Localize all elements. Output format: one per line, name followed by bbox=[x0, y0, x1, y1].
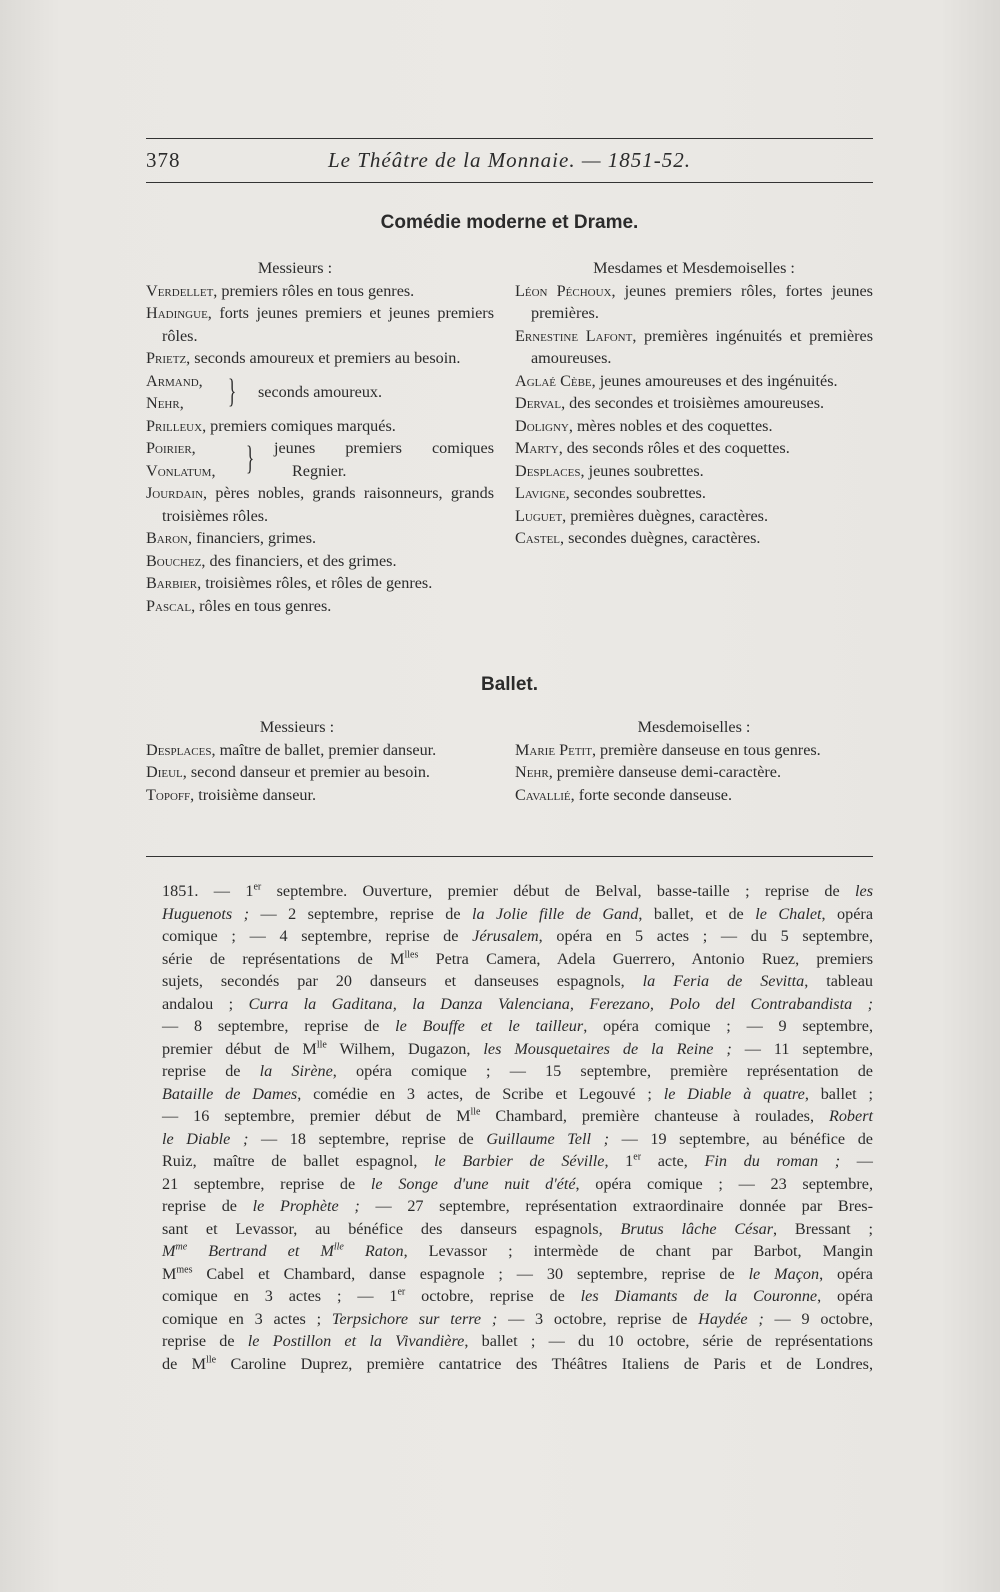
cast-entry bbox=[146, 784, 498, 807]
cast-role: , des seconds rôles et des coquettes. bbox=[558, 439, 790, 457]
cast-group-poirier-vonlatum bbox=[146, 437, 494, 482]
chronicle-paragraph bbox=[162, 880, 873, 1375]
chronicle-line: reprise de le Postillon et la Vivandière, ballet ; — du 10 octobre, série de représentations bbox=[162, 1332, 873, 1350]
cast-name: Desplaces bbox=[146, 740, 212, 759]
chronicle-line: de $M^{lle}$ Caroline Duprez, première cantatrice des Théâtres Italiens de Paris et de Londres, bbox=[162, 1354, 874, 1373]
page-header bbox=[146, 148, 873, 178]
cast-list bbox=[146, 482, 494, 617]
cast-entry bbox=[146, 739, 498, 762]
cast-entry bbox=[515, 784, 873, 807]
cast-list bbox=[146, 280, 494, 370]
cast-entry bbox=[515, 460, 873, 483]
cast-role: , rôles en tous genres. bbox=[191, 596, 332, 615]
cast-role: , jeunes premiers rôles, fortes jeunes premières. bbox=[531, 281, 873, 322]
cast-entry bbox=[515, 761, 873, 784]
cast-entry bbox=[515, 415, 873, 438]
cast-role: , premières duègnes, caractères. bbox=[562, 506, 769, 525]
cast-entry bbox=[146, 347, 494, 370]
cast-name: Baron bbox=[146, 529, 188, 547]
cast-entry bbox=[515, 527, 873, 550]
cast-role: , forts jeunes premiers et jeunes premiers rôles. bbox=[162, 304, 494, 345]
cast-role: , des secondes et troisièmes amoureuses. bbox=[561, 394, 825, 412]
cast-name: Cavallié bbox=[515, 785, 571, 804]
cast-name: Luguet bbox=[515, 506, 563, 525]
section-title-ballet: Ballet. bbox=[480, 674, 539, 695]
cast-entry bbox=[146, 595, 494, 618]
cast-entry bbox=[515, 482, 873, 505]
column-heading: Messieurs : bbox=[259, 718, 335, 736]
chronicle-line: Huguenots ; — 2 septembre, reprise de la Jolie fille de Gand, ballet, et de le Chalet, opéra bbox=[162, 904, 874, 923]
page-number: 378 bbox=[146, 148, 181, 172]
cast-entry bbox=[146, 415, 494, 438]
section-title-comedie: Comédie moderne et Drame. bbox=[380, 212, 639, 233]
chronicle-line: 21 septembre, reprise de le Songe d'une nuit d'été, opéra comique ; — 23 septembre, bbox=[162, 1174, 873, 1193]
top-rule bbox=[146, 138, 873, 139]
cast-role: , mères nobles et des coquettes. bbox=[568, 416, 773, 435]
column-heading: Mesdames et Mesdemoiselles : bbox=[593, 259, 795, 277]
chronicle-line: Ruiz, maître de ballet espagnol, le Barbier de Séville, 1er acte, Fin du roman ; — bbox=[162, 1151, 873, 1170]
cast-name: Verdellet bbox=[146, 281, 214, 300]
cast-group-armand-nehr bbox=[146, 370, 494, 415]
cast-role: , financiers, grimes. bbox=[187, 529, 317, 547]
cast-role: seconds amoureux. bbox=[258, 382, 383, 401]
cast-role: , jeunes amoureuses et des ingénuités. bbox=[591, 371, 838, 390]
cast-role: , pères nobles, grands raisonneurs, grands troisièmes rôles. bbox=[162, 484, 494, 525]
cast-entry bbox=[515, 325, 873, 370]
cast-entry bbox=[146, 572, 494, 595]
cast-name: Barbier bbox=[146, 574, 198, 592]
cast-role: Regnier. bbox=[292, 461, 347, 480]
cast-name: Derval bbox=[515, 394, 562, 412]
cast-role: , premiers comiques marqués. bbox=[202, 416, 396, 435]
cast-name: Prilleux bbox=[146, 416, 203, 435]
cast-role: , première danseuse demi-caractère. bbox=[548, 763, 782, 781]
chronicle-line: le Diable ; — 18 septembre, reprise de Guillaume Tell ; — 19 septembre, au bénéfice de bbox=[162, 1129, 873, 1148]
cast-role: , des financiers, et des grimes. bbox=[201, 551, 397, 570]
cast-name: Aglaé Cèbe bbox=[515, 371, 592, 390]
cast-name: Doligny bbox=[515, 416, 569, 435]
chronicle-line: — 16 septembre, premier début de $M^{lle}$ Chambard, première chanteuse à roulades, Robert bbox=[162, 1106, 873, 1125]
cast-name: Hadingue bbox=[146, 304, 208, 322]
section-divider bbox=[146, 856, 873, 857]
cast-name: Poirier, bbox=[146, 439, 196, 457]
chronicle-line: andalou ; Curra la Gaditana, la Danza Valenciana, Ferezano, Polo del Contrabandista ; bbox=[162, 994, 873, 1013]
cast-name: Léon Péchoux bbox=[515, 281, 612, 300]
cast-name: Marie Petit bbox=[515, 740, 592, 759]
comedie-men-column bbox=[146, 257, 494, 617]
cast-name: Prietz bbox=[146, 349, 187, 367]
chronicle-line: reprise de la Sirène, opéra comique ; — 15 septembre, première représentation de bbox=[162, 1062, 873, 1080]
cast-entry bbox=[515, 437, 873, 460]
cast-entry bbox=[146, 482, 494, 527]
cast-role: , forte seconde danseuse. bbox=[570, 785, 732, 804]
chronicle-line: $M^{me}$ Bertrand et $M^{lle}$ Raton, Levassor ; intermède de chant par Barbot, Mangin bbox=[162, 1241, 873, 1260]
cast-entry bbox=[146, 280, 494, 303]
cast-role: , secondes soubrettes. bbox=[565, 484, 706, 502]
cast-name: Jourdain bbox=[146, 484, 204, 502]
cast-name: Nehr, bbox=[146, 394, 184, 412]
cast-role: , premiers rôles en tous genres. bbox=[213, 281, 415, 300]
running-title: Le Théâtre de la Monnaie. — 1851-52. bbox=[327, 148, 692, 172]
cast-role: , premières ingénuités et premières amoureuses. bbox=[531, 326, 874, 367]
cast-entry bbox=[146, 302, 494, 347]
cast-list bbox=[146, 415, 494, 438]
cast-role: , première danseuse en tous genres. bbox=[591, 740, 821, 759]
ballet-men-column bbox=[146, 716, 498, 806]
cast-role: , troisième danseur. bbox=[190, 785, 317, 804]
cast-role: , jeunes soubrettes. bbox=[580, 461, 704, 480]
cast-role: , second danseur et premier au besoin. bbox=[182, 763, 430, 781]
cast-entry bbox=[146, 527, 494, 550]
cast-list bbox=[515, 739, 873, 807]
cast-name: Pascal bbox=[146, 596, 192, 615]
cast-entry bbox=[515, 392, 873, 415]
cast-name: Desplaces bbox=[515, 461, 581, 480]
cast-name: Nehr bbox=[515, 763, 549, 781]
column-heading: Messieurs : bbox=[257, 259, 333, 277]
cast-role: jeunes premiers comiques bbox=[274, 439, 494, 457]
cast-list bbox=[146, 739, 498, 807]
chronicle-line: reprise de le Prophète ; — 27 septembre, représentation extraordinaire donnée par Bres- bbox=[162, 1197, 873, 1215]
chronicle-line: — 8 septembre, reprise de le Bouffe et le tailleur, opéra comique ; — 9 septembre, bbox=[162, 1017, 873, 1035]
brace-icon: } bbox=[228, 372, 237, 410]
cast-role: , secondes duègnes, caractères. bbox=[560, 529, 761, 547]
chronicle-line: premier début de $M^{lle}$ Wilhem, Dugazon, les Mousquetaires de la Reine ; — 11 septembre, bbox=[162, 1039, 874, 1058]
cast-name: Marty bbox=[515, 439, 559, 457]
ballet-women-column bbox=[515, 716, 873, 806]
cast-entry bbox=[515, 280, 873, 325]
cast-name: Ernestine Lafont bbox=[515, 326, 633, 345]
cast-role: , troisièmes rôles, et rôles de genres. bbox=[197, 574, 433, 592]
chronicle-line: 1851. — 1er septembre. Ouverture, premier début de Belval, basse-taille ; reprise de les bbox=[162, 881, 874, 900]
cast-entry bbox=[146, 550, 494, 573]
chronicle-line: sujets, secondés par 20 danseurs et danseuses espagnols, la Feria de Sevitta, tableau bbox=[162, 972, 873, 990]
cast-name: Lavigne bbox=[515, 484, 566, 502]
chronicle-line: série de représentations de $M^{lles}$ Petra Camera, Adela Guerrero, Antonio Ruez, premiers bbox=[162, 949, 874, 968]
cast-role: , seconds amoureux et premiers au besoin. bbox=[186, 349, 461, 367]
comedie-women-column bbox=[515, 257, 873, 550]
cast-entry bbox=[146, 761, 498, 784]
header-rule bbox=[146, 182, 873, 183]
cast-list bbox=[515, 280, 873, 550]
cast-name: Armand, bbox=[146, 371, 203, 390]
chronicle-line: comique en 3 actes ; Terpsichore sur terre ; — 3 octobre, reprise de Haydée ; — 9 octobre, bbox=[162, 1309, 873, 1328]
cast-name: Topoff bbox=[146, 785, 191, 804]
cast-entry bbox=[515, 370, 873, 393]
chronicle-line: comique en 3 actes ; — 1er octobre, reprise de les Diamants de la Couronne, opéra bbox=[162, 1286, 873, 1305]
cast-name: Bouchez bbox=[146, 551, 202, 570]
chronicle-line: $M^{mes}$ Cabel et Chambard, danse espagnole ; — 30 septembre, reprise de le Maçon, opéra bbox=[162, 1264, 873, 1283]
chronicle-line: comique ; — 4 septembre, reprise de Jérusalem, opéra en 5 actes ; — du 5 septembre, bbox=[162, 927, 873, 945]
cast-role: , maître de ballet, premier danseur. bbox=[211, 740, 437, 759]
cast-entry bbox=[515, 739, 873, 762]
brace-icon: } bbox=[246, 440, 255, 477]
cast-entry bbox=[515, 505, 873, 528]
cast-name: Vonlatum, bbox=[146, 461, 216, 480]
chronicle-line: Bataille de Dames, comédie en 3 actes, de Scribe et Legouvé ; le Diable à quatre, ballet ; bbox=[162, 1084, 874, 1103]
cast-name: Dieul bbox=[146, 763, 183, 781]
cast-name: Castel bbox=[515, 529, 561, 547]
column-heading: Mesdemoiselles : bbox=[637, 718, 751, 736]
chronicle-line: sant et Levassor, au bénéfice des danseurs espagnols, Brutus lâche César, Bressant ; bbox=[162, 1219, 874, 1238]
